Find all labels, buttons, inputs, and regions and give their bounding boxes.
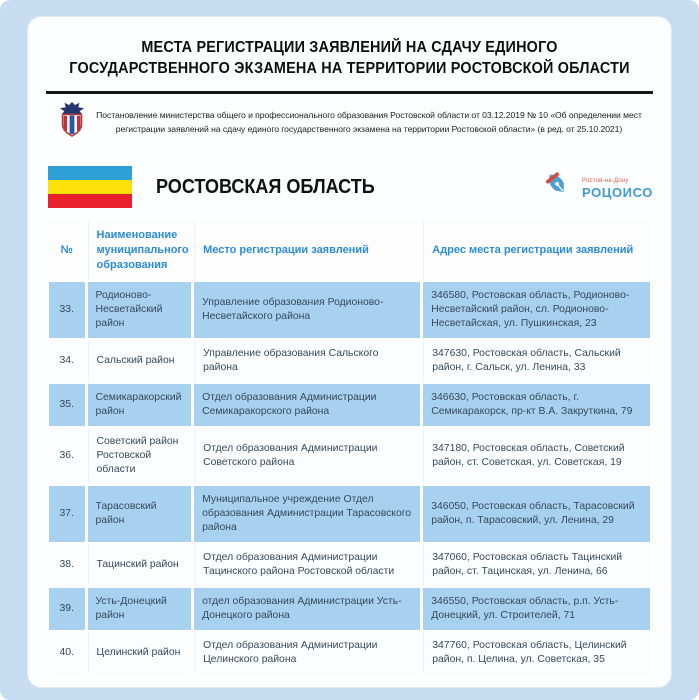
cell-place: Отдел образования Администрации Тацинского района Ростовской области xyxy=(194,544,420,586)
cell-municipality: Сальский район xyxy=(88,340,192,382)
cell-place: Управление образования Сальского района xyxy=(194,340,420,382)
title-line-2: ГОСУДАРСТВЕННОГО ЭКЗАМЕНА НА ТЕРРИТОРИИ РОСТОВСКОЙ ОБЛАСТИ xyxy=(69,60,630,77)
table-header-row xyxy=(49,221,650,280)
table-row xyxy=(49,282,650,338)
column-header-address: Адрес места регистрации заявлений xyxy=(423,221,650,280)
column-header-place: Место регистрации заявлений xyxy=(194,221,420,280)
rocoiso-logo xyxy=(541,169,653,208)
cell-municipality: Семикаракорский район xyxy=(88,384,192,426)
cell-number: 37. xyxy=(49,486,85,542)
cell-address: 347060, Ростовская область Тацинский район, ст. Тацинская, ул. Ленина, 66 xyxy=(423,544,650,586)
cell-number: 36. xyxy=(49,428,85,484)
region-name: РОСТОВСКАЯ ОБЛАСТЬ xyxy=(156,175,375,198)
logo-name: РОЦОИСО xyxy=(582,185,653,200)
cell-municipality: Тацинский район xyxy=(88,544,192,586)
decree-line-2: регистрации заявлений на сдачу единого государственного экзамена на территории Ростовской области» (в ред. от 25.10.2021) xyxy=(115,123,623,134)
cell-address: 347180, Ростовская область, Советский район, ст. Советская, ул. Советская, 19 xyxy=(423,428,650,484)
table-row xyxy=(49,340,650,382)
column-header-number: № xyxy=(49,221,85,280)
cell-address: 346050, Ростовская область, Тарасовский район, п. Тарасовский, ул. Ленина, 29 xyxy=(423,486,650,542)
table-row xyxy=(49,544,650,586)
cell-municipality: Усть-Донецкий район xyxy=(88,588,192,630)
registration-places-table xyxy=(46,219,653,676)
title-line-1: МЕСТА РЕГИСТРАЦИИ ЗАЯВЛЕНИЙ НА СДАЧУ ЕДИНОГО xyxy=(141,39,558,56)
pen-nib-icon xyxy=(541,169,579,208)
content-card xyxy=(27,16,672,688)
cell-address: 346630, Ростовская область, г. Семикаракорск, пр-кт В.А. Закруткина, 79 xyxy=(423,384,650,426)
cell-address: 346580, Ростовская область, Родионово-Несветайский район, сл. Родионово-Несветайская, ул. Пушкинская, 23 xyxy=(423,282,650,338)
cell-place: отдел образования Администрации Усть-Донецкого района xyxy=(194,588,420,630)
logo-city: Ростов-на-Дону xyxy=(582,178,629,184)
cell-number: 40. xyxy=(49,632,85,674)
cell-address: 346550, Ростовская область, р.п. Усть-Донецкий, ул. Строителей, 71 xyxy=(423,588,650,630)
logo-text xyxy=(582,178,653,199)
decree-line-1: Постановление министерства общего и профессионального образования Ростовской области от 03.12.2019 № 10 «Об определении мест xyxy=(96,110,642,120)
table-row xyxy=(49,428,650,484)
table-row xyxy=(49,486,650,542)
cell-place: Управление образования Родионово-Несветайского района xyxy=(194,282,420,338)
page-title xyxy=(28,17,671,79)
cell-municipality: Родионово-Несветайский район xyxy=(88,282,192,338)
cell-municipality: Целинский район xyxy=(88,632,192,674)
table-row xyxy=(49,632,650,674)
cell-place: Отдел образования Администрации Целинского района xyxy=(194,632,420,674)
cell-place: Отдел образования Администрации Советского района xyxy=(194,428,420,484)
decree-note xyxy=(28,102,671,143)
cell-municipality: Советский район Ростовской области xyxy=(88,428,192,484)
cell-place: Муниципальное учреждение Отдел образования Администрации Тарасовского района xyxy=(194,486,420,542)
cell-address: 347630, Ростовская область, Сальский район, г. Сальск, ул. Ленина, 33 xyxy=(423,340,650,382)
cell-number: 38. xyxy=(49,544,85,586)
rostov-coat-of-arms-icon xyxy=(57,102,87,143)
table-row xyxy=(49,384,650,426)
cell-number: 33. xyxy=(49,282,85,338)
region-header xyxy=(28,165,671,209)
title-divider xyxy=(46,91,653,94)
cell-number: 39. xyxy=(49,588,85,630)
cell-address: 347760, Ростовская область, Целинский район, п. Целина, ул. Советская, 35 xyxy=(423,632,650,674)
cell-number: 35. xyxy=(49,384,85,426)
cell-municipality: Тарасовский район xyxy=(88,486,192,542)
cell-number: 34. xyxy=(49,340,85,382)
table-row xyxy=(49,588,650,630)
cell-place: Отдел образования Администрации Семикаракорского района xyxy=(194,384,420,426)
table-body xyxy=(49,282,650,674)
rostov-oblast-flag-icon xyxy=(48,166,132,208)
decree-text xyxy=(96,109,642,136)
column-header-municipality: Наименование муниципального образования xyxy=(88,221,192,280)
